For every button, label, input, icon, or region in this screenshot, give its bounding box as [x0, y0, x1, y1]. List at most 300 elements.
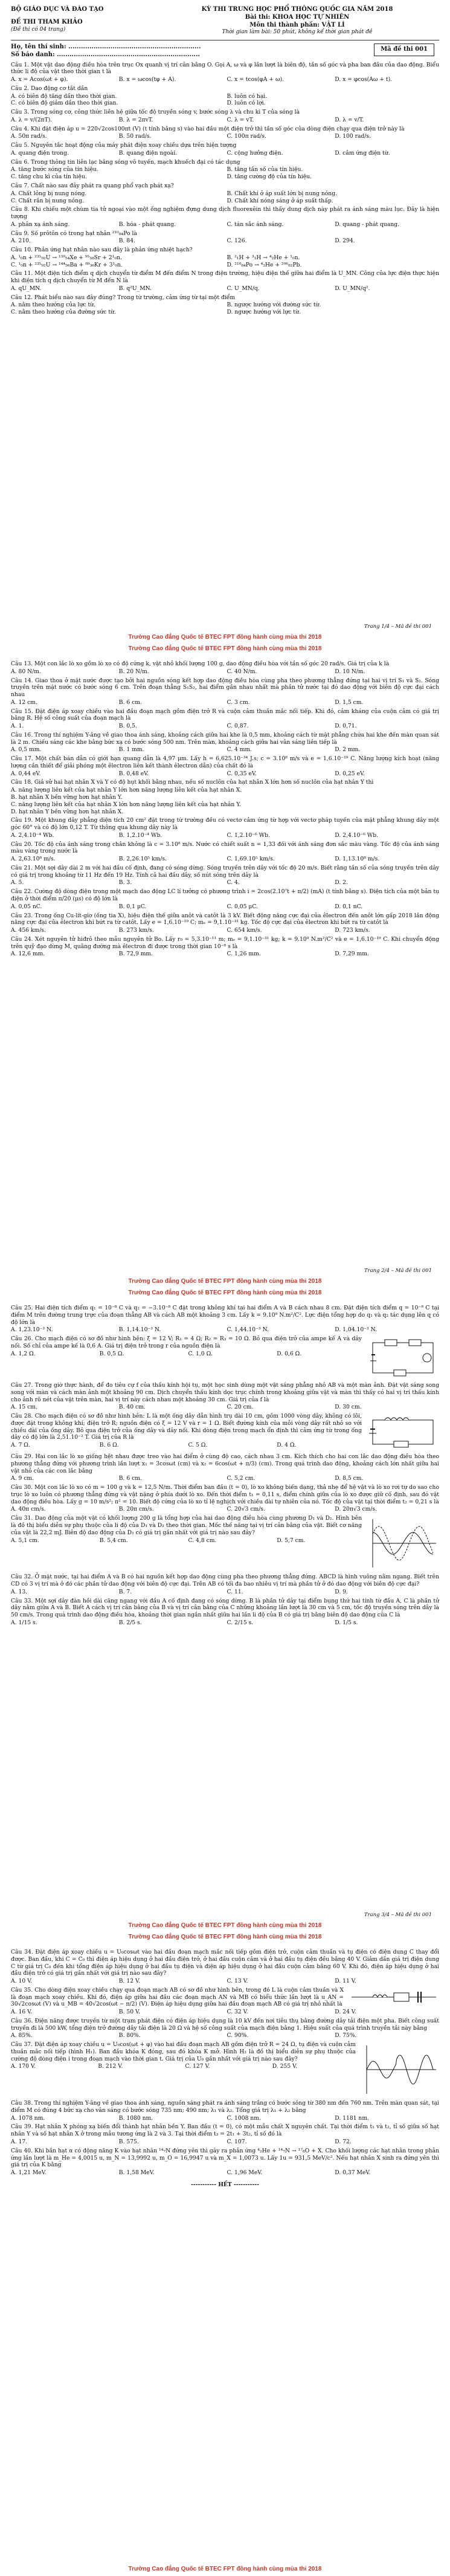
question-stem: Câu 19. Một khung dây phẳng diện tích 20 cm² đặt trong từ trường đều có vectơ cảm ứng từ hợp với vectơ pháp tuyến của mặt phẳng khung dây một góc 60° và có độ lớn 0,12 T. Từ thông qua khung dây này là	[11, 817, 439, 831]
answer-option: C. có biên độ giảm dần theo thời gian.	[11, 100, 118, 107]
question-item	[11, 1484, 439, 1513]
question-item	[11, 62, 439, 83]
answer-option: A. có biên độ tăng dần theo thời gian.	[11, 92, 117, 100]
answer-option: A. 10 V.	[11, 1978, 33, 1985]
answer-option: C. 126.	[227, 237, 247, 245]
answer-option: B. 7.	[118, 1588, 132, 1595]
answer-option: B. 3.	[118, 879, 132, 886]
question-stem: Câu 15. Đặt điện áp xoay chiều vào hai đầu đoạn mạch gồm điện trở R và cuộn cảm thuần mắc nối tiếp. Khi đó, cảm kháng của cuộn cảm có giá trị bằng R. Hệ số công suất của đoạn mạch là	[11, 708, 439, 722]
question-item	[11, 1515, 439, 1572]
question-stem: Câu 5. Nguyên tắc hoạt động của máy phát điện xoay chiều dựa trên hiện tượng	[11, 142, 237, 149]
answer-option: D. tăng cường độ của tín hiệu.	[227, 173, 312, 181]
answer-option: C. cộng hưởng điện.	[227, 149, 283, 157]
question-stem: Câu 29. Hai con lắc lò xo giống hệt nhau được treo vào hai điểm ở cùng độ cao, cách nhau 3 cm. Kích thích cho hai con lắc dao động điều hòa theo phương thẳng đứng với phương trình lần lượt x₁ = 3cosωt (cm) và x₂ = 6cos(ωt + π/3) (cm). Trong quá trình dao động, khoảng cách lớn nhất giữa hai vật nhỏ của các con lắc bằng	[11, 1453, 439, 1474]
answer-option: C. 13 V.	[227, 1978, 248, 1985]
question-stem: Câu 37. Đặt điện áp xoay chiều u = U₀cos(ωt + φ) vào hai đầu đoạn mạch AB gồm điện trở R = 24 Ω, tụ điện và cuộn cảm thuần mắc nối tiếp (hình H₁). Ban đầu khóa K đóng, sau đó khóa K mở. Hình H₂ là đồ thị biểu diễn sự phụ thuộc của cường độ dòng điện i trong đoạn mạch vào thời gian t. Giá trị của U₀ gần nhất với giá trị nào sau đây?	[11, 2041, 356, 2062]
answer-options	[11, 254, 439, 269]
answer-option: D. hạt nhân Y bền vững hơn hạt nhân X.	[11, 808, 124, 815]
question-item	[11, 2148, 439, 2177]
answer-option: A. Chất lỏng bị nung nóng.	[11, 190, 87, 197]
question-item	[11, 912, 439, 934]
answer-option: A. năng lượng liên kết của hạt nhân Y lớn hơn năng lượng liên kết của hạt nhân X.	[11, 787, 242, 794]
answer-options	[11, 668, 439, 676]
answer-option: A. 13.	[11, 1588, 28, 1595]
answer-option: D. 723 km/s.	[335, 927, 370, 934]
answer-option: B. 72,9 mm.	[118, 951, 153, 958]
answer-option: B. 1,2.10⁻⁴ Wb.	[118, 831, 162, 839]
question-item	[11, 755, 439, 777]
question-item	[11, 230, 439, 245]
answer-option: A. 0,05 nC.	[11, 903, 42, 910]
test-kind: ĐỀ THI THAM KHẢO	[11, 18, 83, 25]
answer-option: C. 5 Ω.	[188, 1442, 208, 1449]
answer-option: C. 4,8 cm.	[188, 1537, 217, 1544]
answer-option: B. 50 rad/s.	[118, 133, 152, 140]
question-stem: Câu 21. Một sợi dây dài 2 m với hai đầu cố định, đang có sóng dừng. Sóng truyền trên dây với tốc độ 20 m/s. Biết rằng tần số của sóng truyền trên dây có giá trị trong khoảng từ 11 Hz đến 19 Hz. Tính cả hai đầu dây, số nút sóng trên dây là	[11, 864, 439, 879]
answer-option: D. 0,71.	[335, 723, 357, 730]
answer-option: A. 16 V.	[11, 2009, 33, 2016]
question-stem: Câu 39. Hạt nhân X phóng xạ biến đổi thành hạt nhân bền Y. Ban đầu (t = 0), có một mẫu chất X nguyên chất. Tại thời điểm t₁ và t₂, tỉ số giữa số hạt nhân Y và số hạt nhân X ở trong mẫu tương ứng là 2 và 3. Tại thời điểm t₃ = 2t₁ + 3t₂, tỉ số đó là	[11, 2123, 439, 2138]
page-2	[0, 644, 450, 1288]
answer-option: C. 0,87.	[227, 723, 249, 730]
question-stem: Câu 20. Tốc độ của ánh sáng trong chân không là c = 3.10⁸ m/s. Nước có chiết suất n = 1,33 đối với ánh sáng đơn sắc màu vàng. Tốc độ của ánh sáng màu vàng trong nước là	[11, 841, 439, 855]
exam-subject-group: Bài thi: KHOA HỌC TỰ NHIÊN	[245, 13, 350, 21]
answer-options	[11, 166, 439, 181]
question-stem: Câu 9. Số prôtôn có trong hạt nhân ²¹⁰₈₄Po là	[11, 230, 137, 237]
answer-options	[11, 1978, 439, 1985]
answer-option: D. cảm ứng điện từ.	[335, 149, 390, 157]
question-figure	[367, 1337, 439, 1379]
answer-options	[11, 2139, 439, 2146]
answer-option: D. 7,29 mm.	[335, 951, 369, 958]
answer-option: D. 10 N/m.	[335, 668, 365, 675]
answer-options	[11, 2169, 439, 2177]
answer-options	[11, 2032, 439, 2039]
answer-options	[11, 76, 439, 83]
answer-option: C. 4 mm.	[227, 746, 252, 754]
answer-option: C. U_MN/q.	[227, 285, 260, 292]
question-stem: Câu 30. Một con lắc lò xo có m = 100 g và k = 12,5 N/m. Thời điểm ban đầu (t = 0), lò xo không biến dạng, thả nhẹ để hệ vật và lò xo rơi tự do sao cho trục lò xo luôn có phương thẳng đứng và vật nặng ở phía dưới lò xo. Đến thời điểm t₁ = 0,11 s, điểm chính giữa của lò xo được giữ cố định, sau đó vật dao động điều hòa. Lấy g = 10 m/s²; π² = 10. Biết độ cứng của lò xo tỉ lệ nghịch với chiều dài tự nhiên của nó. Tốc độ của vật tại thời điểm t₂ = 0,21 s là	[11, 1484, 439, 1505]
answer-options	[11, 903, 439, 911]
answer-option: C. 40 N/m.	[227, 668, 257, 675]
answer-option: A. phản xạ ánh sáng.	[11, 221, 70, 228]
answer-option: C. 1,44.10⁻³ N.	[227, 1326, 269, 1334]
sponsor-banner-top: Trường Cao đẳng Quốc tế BTEC FPT đồng hành cùng mùa thi 2018	[128, 1290, 322, 1296]
answer-options	[11, 1442, 362, 1449]
answer-option: A. 12 cm.	[11, 699, 37, 706]
answer-option: C. 1,26 mm.	[227, 951, 261, 958]
answer-option: B. 40 cm.	[118, 1404, 146, 1411]
answer-option: B. ²₁H + ³₁H → ⁴₂He + ¹₀n.	[227, 254, 300, 261]
answer-options	[11, 787, 439, 815]
question-stem: Câu 16. Trong thí nghiệm Y-âng về giao thoa ánh sáng, khoảng cách giữa hai khe là 0,5 mm, khoảng cách từ mặt phẳng chứa hai khe đến màn quan sát là 2 m. Chiếu sáng các khe bằng bức xạ có bước sóng 500 nm. Trên màn, khoảng cách giữa hai vân sáng liên tiếp là	[11, 731, 439, 746]
answer-options	[11, 190, 439, 205]
question-list	[11, 1305, 439, 1627]
answer-options	[11, 237, 439, 245]
question-item	[11, 142, 439, 157]
answer-option: B. x = ωcos(tφ + A).	[118, 76, 176, 83]
answer-option: A. 40π cm/s.	[11, 1506, 46, 1513]
answer-option: A. nằm theo hướng của lực từ.	[11, 302, 95, 309]
answer-option: D. λ = v/T.	[335, 116, 364, 123]
answer-options	[11, 2063, 356, 2070]
answer-option: D. ngược hướng với lực từ.	[227, 309, 301, 316]
answer-option: D. 100 rad/s.	[335, 133, 371, 140]
question-stem: Câu 22. Cường độ dòng điện trong một mạch dao động LC lí tưởng có phương trình i = 2cos(2.10⁷t + π/2) (mA) (t tính bằng s). Điện tích của một bản tụ điện ở thời điểm π/20 (μs) có độ lớn là	[11, 888, 439, 902]
answer-option: C. 1,69.10⁵ km/s.	[227, 856, 275, 863]
answer-option: D. 9.	[335, 1588, 348, 1595]
answer-option: C. 3 cm.	[227, 699, 250, 706]
answer-option: D. 1,04.10⁻³ N.	[335, 1326, 378, 1334]
page-number: Trang 3/4 – Mã đề thi 001	[364, 1912, 432, 1918]
answer-options	[11, 879, 439, 886]
answer-option: A. 2,4.10⁻⁴ Wb.	[11, 831, 54, 839]
answer-options	[11, 1537, 362, 1545]
answer-options	[11, 150, 439, 157]
question-stem: Câu 4. Khi đặt điện áp u = 220√2cos100πt (V) (t tính bằng s) vào hai đầu một điện trở thì tần số góc của dòng điện chạy qua điện trở này là	[11, 125, 405, 132]
answer-options	[11, 221, 439, 228]
answer-options	[11, 1619, 439, 1627]
answer-option: A. 12,6 mm.	[11, 951, 45, 958]
answer-option: B. q²U_MN.	[118, 285, 152, 292]
answer-option: B. 2,26.10⁵ km/s.	[118, 856, 167, 863]
question-item	[11, 1598, 439, 1627]
question-stem: Câu 18. Giả sử hai hạt nhân X và Y có độ hụt khối bằng nhau, nếu số nuclôn của hạt nhân X lớn hơn số nuclôn của hạt nhân Y thì	[11, 779, 374, 786]
question-item	[11, 817, 439, 839]
answer-option: A. 9 cm.	[11, 1475, 34, 1482]
answer-option: B. 1080 nm.	[118, 2114, 153, 2122]
answer-option: A. 5.	[11, 879, 24, 886]
question-item	[11, 2018, 439, 2039]
answer-option: B. 0,48 eV.	[118, 770, 149, 777]
answer-option: C. 4.	[227, 879, 240, 886]
question-list	[11, 62, 439, 317]
answer-option: D. 255 V.	[272, 2063, 298, 2070]
answer-option: A. tăng bước sóng của tín hiệu.	[11, 166, 98, 173]
answer-option: A. 210.	[11, 237, 31, 245]
question-item	[11, 708, 439, 730]
question-item	[11, 888, 439, 910]
answer-option: B. 80%.	[118, 2032, 141, 2039]
answer-options	[11, 699, 439, 706]
answer-option: D. 0,1 nC.	[335, 903, 363, 910]
answer-option: A. 0,5 mm.	[11, 746, 42, 754]
answer-option: A. 50π rad/s.	[11, 133, 47, 140]
answer-option: A. 7 Ω.	[11, 1442, 30, 1449]
answer-option: D. 1/5 s.	[335, 1619, 358, 1626]
question-stem: Câu 35. Cho dòng điện xoay chiều chạy qua đoạn mạch AB có sơ đồ như hình bên, trong đó L là cuộn cảm thuần và X là đoạn mạch xoay chiều. Khi đó, điện áp giữa hai đầu các đoạn mạch AN và MB có biểu thức lần lượt là u_AN = 30√2cosωt (V) và u_MB = 40√2cos(ωt − π/2) (V). Điện áp hiệu dụng giữa hai đầu đoạn mạch AB có giá trị nhỏ nhất là	[11, 1986, 344, 2008]
answer-option: B. quang điện ngoài.	[118, 149, 178, 157]
answer-option: C. 654 km/s.	[227, 927, 262, 934]
answer-options	[11, 302, 439, 316]
answer-option: D. ²¹⁰₈₄Po → ⁴₂He + ²⁰⁶₈₂Pb.	[227, 261, 302, 268]
question-item	[11, 1949, 439, 1985]
answer-option: C. 5,2 cm.	[227, 1475, 256, 1482]
answer-option: C. 90%.	[227, 2032, 249, 2039]
answer-option: C. 11.	[227, 1588, 243, 1595]
answer-option: D. 2,4.10⁻⁶ Wb.	[335, 831, 379, 839]
answer-option: A. 85%.	[11, 2032, 33, 2039]
question-stem: Câu 28. Cho mạch điện có sơ đồ như hình bên: L là một ống dây dẫn hình trụ dài 10 cm, gồm 1000 vòng dây, không có lõi, được đặt trong không khí; điện trở R; nguồn điện có ξ = 12 V và r = 1 Ω. Biết đường kính của mỗi vòng dây rất nhỏ so với chiều dài của ống dây. Bỏ qua điện trở của ống dây và dây nối. Khi dòng điện trong mạch ổn định thì cảm ứng từ trong ống dây có độ lớn là 2,51.10⁻² T. Giá trị của R là	[11, 1413, 362, 1441]
answer-options	[11, 927, 439, 934]
answer-option: B. 20π cm/s.	[118, 1506, 154, 1513]
answer-option: B. hóa - phát quang.	[118, 221, 176, 228]
answer-option: C. 1,96 MeV.	[227, 2169, 263, 2177]
page-4	[0, 1932, 450, 2576]
ministry-name: BỘ GIÁO DỤC VÀ ĐÀO TẠO	[11, 6, 104, 13]
answer-options	[11, 723, 439, 730]
answer-options	[11, 1326, 439, 1334]
question-item	[11, 779, 439, 815]
question-stem: Câu 17. Một chất bán dẫn có giới hạn quang dẫn là 4,97 μm. Lấy h = 6,625.10⁻³⁴ J.s; c = 3.10⁸ m/s và e = 1,6.10⁻¹⁹ C. Năng lượng kích hoạt (năng lượng cần thiết để giải phóng một êlectron liên kết thành êlectron dẫn) của chất đó là	[11, 755, 439, 769]
question-stem: Câu 24. Xét nguyên tử hiđrô theo mẫu nguyên tử Bo. Lấy r₀ = 5,3.10⁻¹¹ m; mₑ = 9,1.10⁻³¹ kg; k = 9.10⁹ N.m²/C² và e = 1,6.10⁻¹⁹ C. Khi chuyển động trên quỹ đạo dừng M, quãng đường mà êlectron đi được trong thời gian 10⁻⁸ s là	[11, 935, 439, 950]
question-item	[11, 677, 439, 706]
question-item	[11, 1987, 439, 2016]
answer-options	[11, 951, 439, 958]
question-stem: Câu 34. Đặt điện áp xoay chiều u = U₀cosωt vào hai đầu đoạn mạch mắc nối tiếp gồm điện trở, cuộn cảm thuần và tụ điện có điện dung C thay đổi được. Ban đầu, khi C = C₀ thì điện áp hiệu dụng ở hai đầu điện trở, ở hai đầu cuộn cảm và ở hai đầu tụ điện đều bằng 40 V. Giảm dần giá trị điện dung C từ giá trị C₀ đến khi tổng điện áp hiệu dụng ở hai đầu tụ điện và điện áp hiệu dụng ở hai đầu cuộn cảm bằng 60 V. Khi đó, điện áp hiệu dụng ở hai đầu điện trở có giá trị gần nhất với giá trị nào sau đây?	[11, 1949, 439, 1977]
answer-option: B. 0,5.	[118, 723, 137, 730]
answer-options	[11, 856, 439, 863]
candidate-info	[11, 44, 439, 59]
pages-note: (Đề thi có 04 trang)	[11, 26, 66, 33]
question-stem: Câu 14. Giao thoa ở mặt nước được tạo bởi hai nguồn sóng kết hợp dao động điều hòa cùng pha theo phương thẳng đứng tại hai vị trí S₁ và S₂. Sóng truyền trên mặt nước có bước sóng 6 cm. Trên đoạn thẳng S₁S₂, hai điểm gần nhau nhất mà phần tử nước tại đó dao động với biên độ cực đại cách nhau	[11, 677, 439, 699]
question-stem: Câu 23. Trong ống Cu-lít-giơ (ống tia X), hiệu điện thế giữa anôt và catôt là 3 kV. Biết động năng cực đại của êlectron đến anôt lớn gấp 2018 lần động năng cực đại của êlectron khi bứt ra từ catôt. Lấy e = 1,6.10⁻¹⁹ C; mₑ = 9,1.10⁻³¹ kg. Tốc độ cực đại của êlectron khi bứt ra từ catôt là	[11, 912, 439, 926]
answer-option: B. 212 V.	[98, 2063, 123, 2070]
question-item	[11, 270, 439, 292]
question-item	[11, 2041, 439, 2098]
answer-option: B. tăng tần số của tín hiệu.	[227, 166, 303, 173]
answer-options	[11, 133, 439, 140]
question-stem: Câu 13. Một con lắc lò xo gồm lò xo có độ cứng k, vật nhỏ khối lượng 100 g, dao động điều hòa với tần số góc 20 rad/s. Giá trị của k là	[11, 660, 390, 667]
answer-option: B. 0,1 μC.	[118, 903, 147, 910]
answer-option: A. 1/15 s.	[11, 1619, 37, 1626]
answer-option: C. tán sắc ánh sáng.	[227, 221, 284, 228]
question-stem: Câu 40. Khi bắn hạt α có động năng K vào hạt nhân ¹⁴₇N đứng yên thì gây ra phản ứng ⁴₂He + ¹⁴₇N → ¹⁷₈O + X. Cho khối lượng các hạt nhân trong phản ứng lần lượt là m_He = 4,0015 u, m_N = 13,9992 u, m_O = 16,9947 u và m_X = 1,0073 u. Lấy 1u = 931,5 MeV/c². Nếu hạt nhân X sinh ra đứng yên thì giá trị của K bằng	[11, 2147, 439, 2169]
answer-option: D. 2 mm.	[335, 746, 361, 754]
answer-option: A. quang điện trong.	[11, 149, 69, 157]
answer-option: A. 1,2 Ω.	[11, 1350, 36, 1357]
question-item	[11, 294, 439, 316]
time-note: Thời gian làm bài: 50 phút, không kể thời gian phát đề	[222, 29, 373, 36]
answer-option: D. U_MN/q².	[335, 285, 370, 292]
question-item	[11, 206, 439, 228]
answer-option: A. 80 N/m.	[11, 668, 41, 675]
question-figure	[361, 2042, 439, 2097]
question-item	[11, 126, 439, 141]
answer-option: A. 1,21 MeV.	[11, 2169, 47, 2177]
answer-option: B. 84.	[118, 237, 135, 245]
answer-option: A. λ = v/(2πT).	[11, 116, 53, 123]
answer-option: B. 6 Ω.	[99, 1442, 119, 1449]
answer-options	[11, 2009, 439, 2016]
question-item	[11, 247, 439, 268]
answer-option: B. 50 V.	[118, 2009, 140, 2016]
page-1	[0, 0, 450, 644]
answer-option: A. 170 V.	[11, 2063, 36, 2070]
answer-option: A. 2,63.10⁸ m/s.	[11, 856, 56, 863]
question-stem: Câu 25. Hai điện tích điểm q₁ = 10⁻⁸ C và q₂ = −3.10⁻⁸ C đặt trong không khí tại hai điểm A và B cách nhau 8 cm. Đặt điện tích điểm q = 10⁻⁸ C tại điểm M trên đường trung trực của đoạn thẳng AB và cách AB một khoảng 3 cm. Lấy k = 9.10⁹ N.m²/C². Lực điện tổng hợp do q₁ và q₂ tác dụng lên q có độ lớn là	[11, 1305, 439, 1326]
answer-option: B. 1 mm.	[118, 746, 144, 754]
question-stem: Câu 6. Trong thông tin liên lạc bằng sóng vô tuyến, mạch khuếch đại có tác dụng	[11, 158, 240, 166]
candidate-name-field: Họ, tên thí sinh: ...............................................................	[11, 43, 201, 50]
question-item	[11, 1453, 439, 1482]
answer-option: A. 5,1 cm.	[11, 1537, 39, 1544]
answer-option: D. 72.	[335, 2139, 352, 2146]
question-stem: Câu 32. Ở mặt nước, tại hai điểm A và B có hai nguồn kết hợp dao động cùng pha theo phương thẳng đứng. ABCD là hình vuông nằm ngang. Biết trên CD có 3 vị trí mà ở đó các phần tử dao động với biên độ cực đại. Trên AB có tối đa bao nhiêu vị trí mà phần tử ở đó dao động với biên độ cực đại?	[11, 1574, 439, 1588]
answer-option: C. 1008 nm.	[227, 2114, 261, 2122]
answer-option: C. 1,0 Ω.	[188, 1350, 213, 1357]
answer-options	[11, 746, 439, 754]
answer-option: A. 456 km/s.	[11, 927, 46, 934]
question-stem: Câu 33. Một sợi dây đàn hồi dài căng ngang với đầu A cố định đang có sóng dừng. B là phần tử dây tại điểm bụng thứ hai tính từ đầu A, C là phần tử dây nằm giữa A và B. Biết A cách vị trí cân bằng của B và vị trí cân bằng của C những khoảng lần lượt là 30 cm và 5 cm, tốc độ truyền sóng trên dây là 50 cm/s. Trong quá trình dao động điều hòa, khoảng thời gian ngắn nhất giữa hai lần li độ của B có giá trị bằng biên độ dao động của C là	[11, 1597, 439, 1619]
answer-option: D. 0,6 Ω.	[277, 1350, 302, 1357]
question-item	[11, 109, 439, 124]
answer-options	[11, 1506, 439, 1513]
answer-option: C. 32 V.	[227, 2009, 248, 2016]
answer-option: D. 11 V.	[335, 1978, 356, 1985]
question-stem: Câu 7. Chất nào sau đây phát ra quang phổ vạch phát xạ?	[11, 182, 174, 189]
question-stem: Câu 27. Trong giờ thực hành, để đo tiêu cự f của thấu kính hội tụ, một học sinh dùng một vật sáng phẳng nhỏ AB và một màn ảnh. Đặt vật sáng song song với màn và cách màn ảnh một khoảng 90 cm. Dịch chuyển thấu kính dọc trục chính trong khoảng giữa vật và màn thì thấy có hai vị trí thấu kính cho ảnh rõ nét của vật trên màn, hai vị trí này cách nhau một khoảng 30 cm. Giá trị của f là	[11, 1382, 439, 1403]
question-list	[11, 1949, 439, 2177]
answer-option: D. 75%.	[335, 2032, 357, 2039]
page-3	[0, 1288, 450, 1932]
question-stem: Câu 38. Trong thí nghiệm Y-âng về giao thoa ánh sáng, nguồn sáng phát ra ánh sáng trắng có bước sóng từ 380 nm đến 760 nm. Trên màn quan sát, tại điểm M có đúng 4 bức xạ cho vân sáng có bước sóng 735 nm; 490 nm; λ₁ và λ₂. Tổng giá trị λ₁ + λ₂ bằng	[11, 2100, 439, 2114]
answer-option: C. 2/15 s.	[227, 1619, 254, 1626]
answer-option: C. năng lượng liên kết của hạt nhân X lớn hơn năng lượng liên kết của hạt nhân Y.	[11, 801, 242, 808]
answer-option: C. λ = vT.	[227, 116, 254, 123]
answer-option: D. 30 cm.	[335, 1404, 362, 1411]
question-stem: Câu 10. Phản ứng hạt nhân nào sau đây là phản ứng nhiệt hạch?	[11, 247, 193, 254]
answer-option: B. luôn có hại.	[227, 92, 268, 100]
answer-option: A. 1,23.10⁻³ N.	[11, 1326, 53, 1334]
answer-options	[11, 1404, 439, 1411]
question-stem: Câu 11. Một điện tích điểm q dịch chuyển từ điểm M đến điểm N trong điện trường, hiệu điện thế giữa hai điểm là U_MN. Công của lực điện thực hiện khi điện tích q dịch chuyển từ M đến N là	[11, 270, 439, 285]
component-subject: Môn thi thành phần: VẬT LÍ	[249, 21, 345, 28]
question-stem: Câu 1. Một vật dao động điều hòa trên trục Ox quanh vị trí cân bằng O. Gọi A, ω và φ lần lượt là biên độ, tần số góc và pha ban đầu của dao động. Biểu thức li độ của vật theo thời gian t là	[11, 61, 439, 76]
question-item	[11, 2123, 439, 2145]
answer-option: A. x = Acos(ωt + φ).	[11, 76, 68, 83]
answer-options	[11, 285, 439, 292]
question-item	[11, 2100, 439, 2122]
answer-option: B. λ = 2πvT.	[118, 116, 153, 123]
answer-option: D. 5,7 cm.	[277, 1537, 306, 1544]
answer-option: D. luôn có lợi.	[227, 100, 266, 107]
answer-option: B. 20 N/m.	[118, 668, 149, 675]
question-item	[11, 660, 439, 676]
answer-option: D. 1,5 cm.	[335, 699, 364, 706]
answer-option: C. 107.	[227, 2139, 247, 2146]
answer-option: B. 6 cm.	[118, 1475, 142, 1482]
question-stem: Câu 12. Phát biểu nào sau đây đúng? Trong từ trường, cảm ứng từ tại một điểm	[11, 294, 236, 301]
answer-option: A. 17.	[11, 2139, 28, 2146]
answer-options	[11, 832, 439, 839]
question-figure	[349, 1988, 439, 2006]
question-figure	[367, 1414, 439, 1450]
answer-option: A. 15 cm.	[11, 1404, 37, 1411]
answer-options	[11, 1351, 362, 1358]
answer-options	[11, 2115, 439, 2122]
answer-option: A. 1078 nm.	[11, 2114, 45, 2122]
answer-option: D. 1,13.10⁸ m/s.	[335, 856, 380, 863]
answer-option: D. 20π√3 cm/s.	[335, 1506, 378, 1513]
sponsor-banner: Trường Cao đẳng Quốc tế BTEC FPT đồng hành cùng mùa thi 2018	[128, 2566, 322, 2573]
sponsor-banner: Trường Cao đẳng Quốc tế BTEC FPT đồng hành cùng mùa thi 2018	[128, 1278, 322, 1285]
answer-option: D. 8,5 cm.	[335, 1475, 364, 1482]
answer-option: A. 0,44 eV.	[11, 770, 41, 777]
answer-option: B. 273 km/s.	[118, 927, 154, 934]
question-item	[11, 1382, 439, 1411]
question-item	[11, 841, 439, 863]
answer-option: B. 0,5 Ω.	[99, 1350, 124, 1357]
question-item	[11, 159, 439, 181]
answer-option: B. 1,14.10⁻³ N.	[118, 1326, 161, 1334]
end-note: ----------- HẾT -----------	[191, 2181, 259, 2188]
exam-header	[11, 6, 439, 36]
answer-options	[11, 770, 439, 778]
question-stem: Câu 31. Dao động của một vật có khối lượng 200 g là tổng hợp của hai dao động điều hòa cùng phương D₁ và D₂. Hình bên là đồ thị biểu diễn sự phụ thuộc của li độ của D₁ và D₂ theo thời gian. Mốc thế năng tại vị trí cân bằng của vật. Biết cơ năng của vật là 22,2 mJ. Biên độ dao động của D₂ có giá trị gần nhất với giá trị nào sau đây?	[11, 1515, 362, 1536]
answer-option: A. qU_MN.	[11, 285, 42, 292]
answer-option: D. 24 V.	[335, 2009, 356, 2016]
question-item	[11, 1413, 439, 1451]
candidate-id-field: Số báo danh: ....................................................................	[11, 51, 200, 58]
sponsor-banner: Trường Cao đẳng Quốc tế BTEC FPT đồng hành cùng mùa thi 2018	[128, 1922, 322, 1929]
answer-option: C. 1,2.10⁻⁶ Wb.	[227, 831, 270, 839]
answer-option: D. quang - phát quang.	[335, 221, 400, 228]
question-list	[11, 660, 439, 958]
answer-option: C. x = tcos(φA + ω).	[227, 76, 284, 83]
page-number: Trang 1/4 – Mã đề thi 001	[364, 624, 432, 630]
exam-code-box: Mã đề thi 001	[374, 44, 434, 56]
answer-option: B. 12 V.	[118, 1978, 140, 1985]
answer-option: D. 2.	[335, 879, 348, 886]
answer-option: C. nằm theo hướng của đường sức từ.	[11, 309, 116, 316]
question-stem: Câu 26. Cho mạch điện có sơ đồ như hình bên: ξ = 12 V; R₁ = 4 Ω; R₂ = R₃ = 10 Ω. Bỏ qua điện trở của ampe kế A và dây nối. Số chỉ của ampe kế là 0,6 A. Giá trị điện trở trong r của nguồn điện là	[11, 1335, 362, 1349]
question-item	[11, 936, 439, 958]
answer-option: C. Chất rắn bị nung nóng.	[11, 197, 84, 204]
answer-option: D. 1181 nm.	[335, 2114, 369, 2122]
answer-option: B. 6 cm.	[118, 699, 142, 706]
answer-option: C. 20√3 cm/s.	[227, 1506, 265, 1513]
answer-option: B. hạt nhân X bền vững hơn hạt nhân Y.	[11, 794, 123, 801]
answer-option: C. 0,35 eV.	[227, 770, 257, 777]
answer-option: C. 100π rad/s.	[227, 133, 267, 140]
answer-options	[11, 93, 439, 108]
answer-options	[11, 1589, 439, 1596]
answer-options	[11, 117, 439, 124]
question-item	[11, 732, 439, 754]
answer-option: D. x = φcos(Aω + t).	[335, 76, 393, 83]
question-stem: Câu 3. Trong sóng cơ, công thức liên hệ giữa tốc độ truyền sóng v, bước sóng λ và chu kì T của sóng là	[11, 109, 300, 116]
answer-options	[11, 1475, 439, 1482]
answer-option: D. 0,25 eV.	[335, 770, 365, 777]
question-figure	[367, 1516, 439, 1570]
exam-title: KỲ THI TRUNG HỌC PHỔ THÔNG QUỐC GIA NĂM 2018	[201, 6, 393, 13]
sponsor-banner-top: Trường Cao đẳng Quốc tế BTEC FPT đồng hành cùng mùa thi 2018	[128, 645, 322, 652]
answer-option: B. Chất khí ở áp suất lớn bị nung nóng.	[227, 190, 337, 197]
answer-option: A. ¹₀n + ²³⁵₉₂U → ¹³⁹₅₄Xe + ⁹⁵₃₈Sr + 2¹₀n.	[11, 254, 122, 261]
sponsor-banner: Trường Cao đẳng Quốc tế BTEC FPT đồng hành cùng mùa thi 2018	[128, 634, 322, 641]
answer-option: B. 1,58 MeV.	[118, 2169, 155, 2177]
question-item	[11, 1305, 439, 1334]
question-stem: Câu 8. Khi chiếu một chùm tia tử ngoại vào một ống nghiệm đựng dung dịch fluorexêin thì thấy dung dịch này phát ra ánh sáng màu lục. Đây là hiện tượng	[11, 206, 439, 221]
answer-option: D. 4 Ω.	[277, 1442, 297, 1449]
question-item	[11, 1574, 439, 1595]
page-number: Trang 2/4 – Mã đề thi 001	[364, 1268, 432, 1274]
answer-option: A. 1.	[11, 723, 24, 730]
answer-option: C. ¹₀n + ²³⁵₉₂U → ¹⁴⁴₅₆Ba + ⁸⁹₃₆Kr + 3¹₀n.	[11, 261, 123, 268]
question-stem: Câu 2. Dao động cơ tắt dần	[11, 85, 88, 92]
answer-option: B. ngược hướng với đường sức từ.	[227, 302, 321, 309]
